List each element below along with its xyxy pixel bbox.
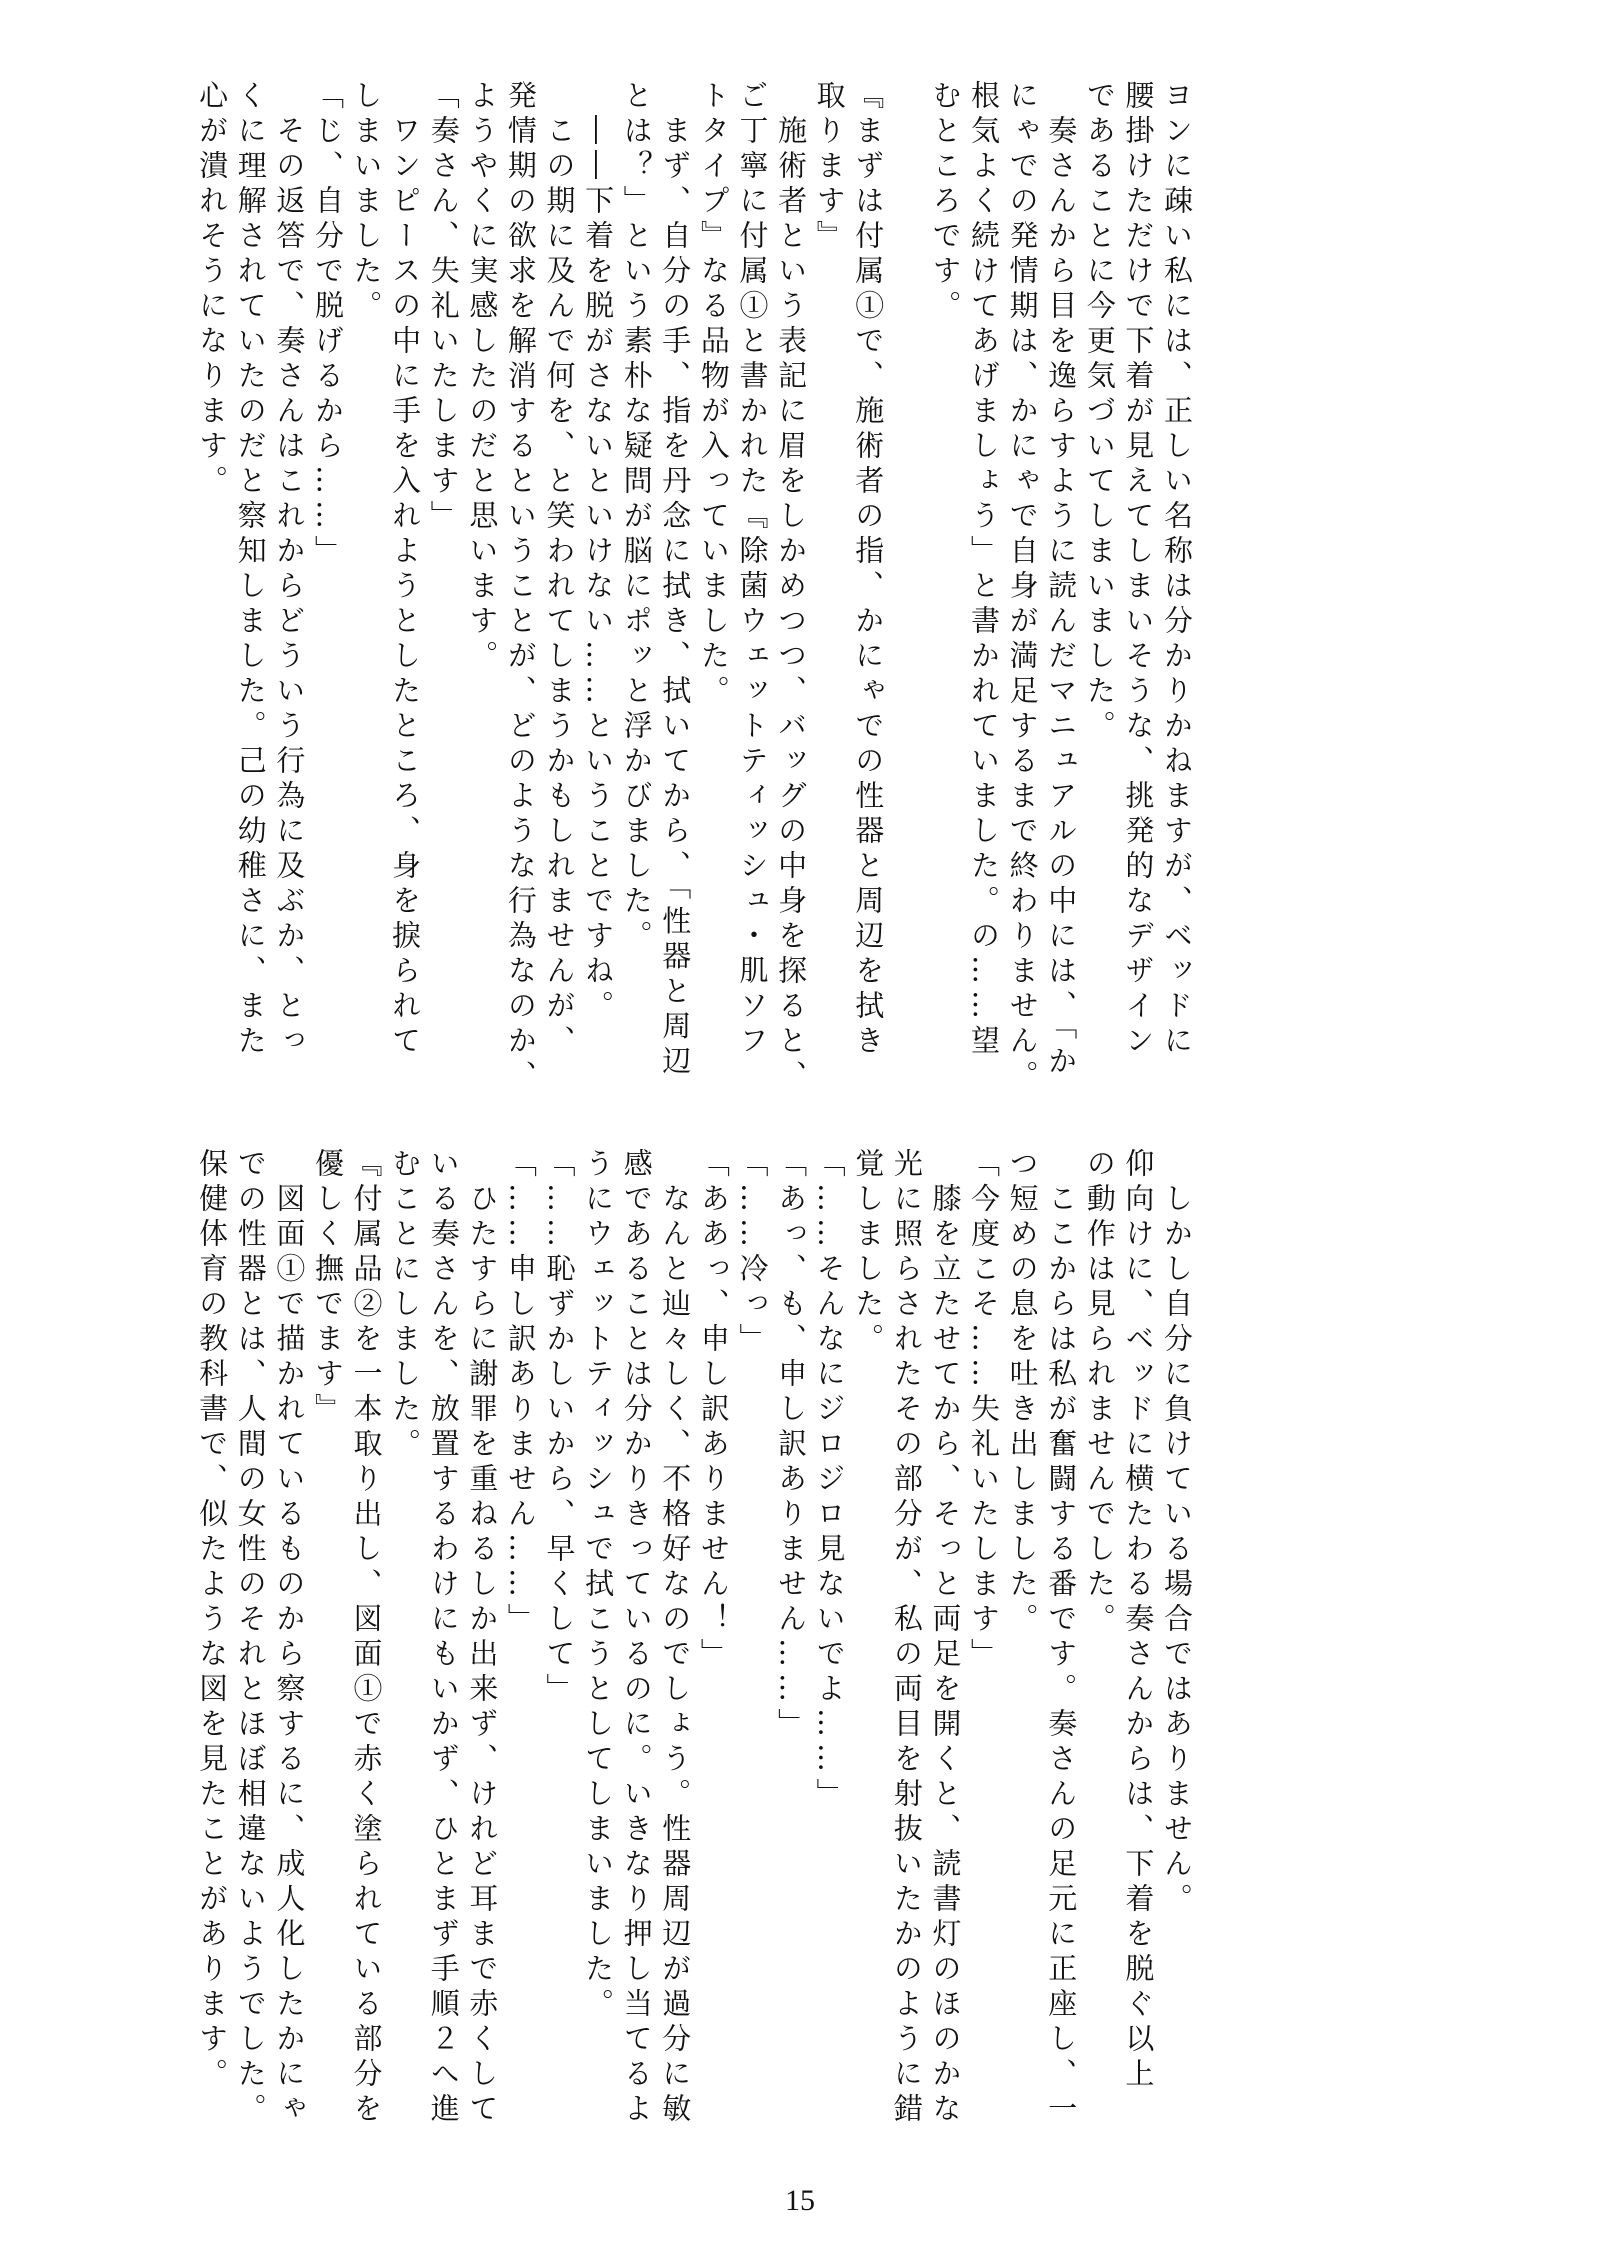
text-line: 根気よく続けてあげましょう」と書かれていました。の……望 — [967, 80, 1002, 1060]
text-line: 心が潰れそうになります。 — [195, 80, 230, 500]
text-line: いる奏さんを、放置するわけにもいかず、ひとまず手順２へ進 — [426, 1148, 461, 2128]
text-line — [887, 80, 926, 1110]
text-line: この期に及んで何を、と笑われてしまうかもしれませんが、 — [542, 115, 577, 1060]
text-line: 仰向けに、ベッドに横たわる奏さんからは、下着を脱ぐ以上 — [1121, 1148, 1156, 2093]
text-line: くに理解されていたのだと察知しました。己の幼稚さに、また — [233, 80, 268, 1060]
text-line: トタイプ』なる品物が入っていました。 — [696, 80, 731, 710]
text-line: しまいました。 — [349, 80, 384, 325]
text-line: 優しく撫でます』 — [310, 1148, 345, 1428]
text-line: むことにしました。 — [388, 1148, 423, 1463]
text-block-bottom — [186, 1148, 1196, 2148]
text-line: うにウェットティッシュで拭こうとしてしまいました。 — [581, 1148, 616, 2023]
text-line: その返答で、奏さんはこれからどういう行為に及ぶか、とっ — [272, 115, 307, 1060]
text-line: 「ああっ、申し訳ありません！」 — [696, 1148, 731, 1673]
text-line: 奏さんから目を逸らすように読んだマニュアルの中には、「か — [1044, 115, 1079, 1081]
text-line: ワンピースの中に手を入れようとしたところ、身を捩られて — [388, 115, 423, 1060]
text-block-top — [186, 80, 1196, 1110]
text-line: 覚しました。 — [851, 1148, 886, 1358]
text-line: とは？」という素朴な疑問が脳にポッと浮かびました。 — [619, 80, 654, 955]
text-line: 膝を立たせてから、そっと両足を開くと、読書灯のほのかな — [928, 1183, 963, 2128]
text-line: なんと辿々しく、不格好なのでしょう。性器周辺が過分に敏 — [658, 1183, 693, 2128]
text-line: であることに今更気づいてしまいました。 — [1082, 80, 1117, 745]
text-line: 「……恥ずかしいから、早くして」 — [542, 1148, 577, 1708]
text-line: 保健体育の教科書で、似たような図を見たことがあります。 — [195, 1148, 230, 2093]
text-line: ようやくに実感したのだと思います。 — [465, 80, 500, 675]
text-line: 施術者という表記に眉をしかめつつ、バッグの中身を探ると、 — [774, 115, 809, 1095]
text-line: つ短めの息を吐き出しました。 — [1005, 1148, 1040, 1638]
text-line: 感であることは分かりきっているのに。いきなり押し当てるよ — [619, 1148, 654, 2128]
text-line: 光に照らされたその部分が、私の両目を射抜いたかのように錯 — [889, 1148, 924, 2128]
text-line: まず、自分の手、指を丹念に拭き、拭いてから、「性器と周辺 — [658, 115, 693, 1081]
text-line: ここからは私が奮闘する番です。奏さんの足元に正座し、一 — [1044, 1183, 1079, 2128]
text-line: 図面①で描かれているものから察するに、成人化したかにゃ — [272, 1183, 307, 2128]
text-line: 「じ、自分で脱げるから……」 — [310, 80, 345, 570]
text-line: 「……そんなにジロジロ見ないでよ……」 — [812, 1148, 847, 1813]
text-line: の動作は見られませんでした。 — [1082, 1148, 1117, 1638]
text-line: ヨンに疎い私には、正しい名称は分かりかねますが、ベッドに — [1160, 80, 1194, 1060]
text-line: 『まずは付属①で、施術者の指、かにゃでの性器と周辺を拭き — [851, 80, 886, 1060]
text-line: 「……申し訳ありません……」 — [503, 1148, 538, 1638]
text-line: 発情期の欲求を解消するということが、どのような行為なのか、 — [503, 80, 538, 1095]
text-line: にゃでの発情期は、かにゃで自身が満足するまで終わりません。 — [1005, 80, 1040, 1095]
text-line: むところです。 — [928, 80, 963, 325]
text-line: しかし自分に負けている場合ではありません。 — [1160, 1183, 1194, 1918]
text-line: での性器とは、人間の女性のそれとほぼ相違ないようでした。 — [233, 1148, 268, 2128]
text-line: ――下着を脱がさないといけない……ということですね。 — [581, 115, 616, 1025]
text-line: 「……冷っ」 — [735, 1148, 770, 1358]
text-line: ご丁寧に付属①と書かれた『除菌ウェットティッシュ・肌ソフ — [735, 80, 770, 1060]
text-line: 「あっ、も、申し訳ありません……」 — [774, 1148, 809, 1743]
text-line: 取ります』 — [812, 80, 847, 255]
text-line: 「奏さん、失礼いたします」 — [426, 80, 461, 535]
page-number: 15 — [785, 2184, 815, 2217]
text-line: 「今度こそ……失礼いたします」 — [967, 1148, 1002, 1673]
text-line: 『付属品②を一本取り出し、図面①で赤く塗られている部分を — [349, 1148, 384, 2128]
text-line: 腰掛けただけで下着が見えてしまいそうな、挑発的なデザイン — [1121, 80, 1156, 1060]
text-line: ひたすらに謝罪を重ねるしか出来ず、けれど耳まで赤くして — [465, 1183, 500, 2128]
